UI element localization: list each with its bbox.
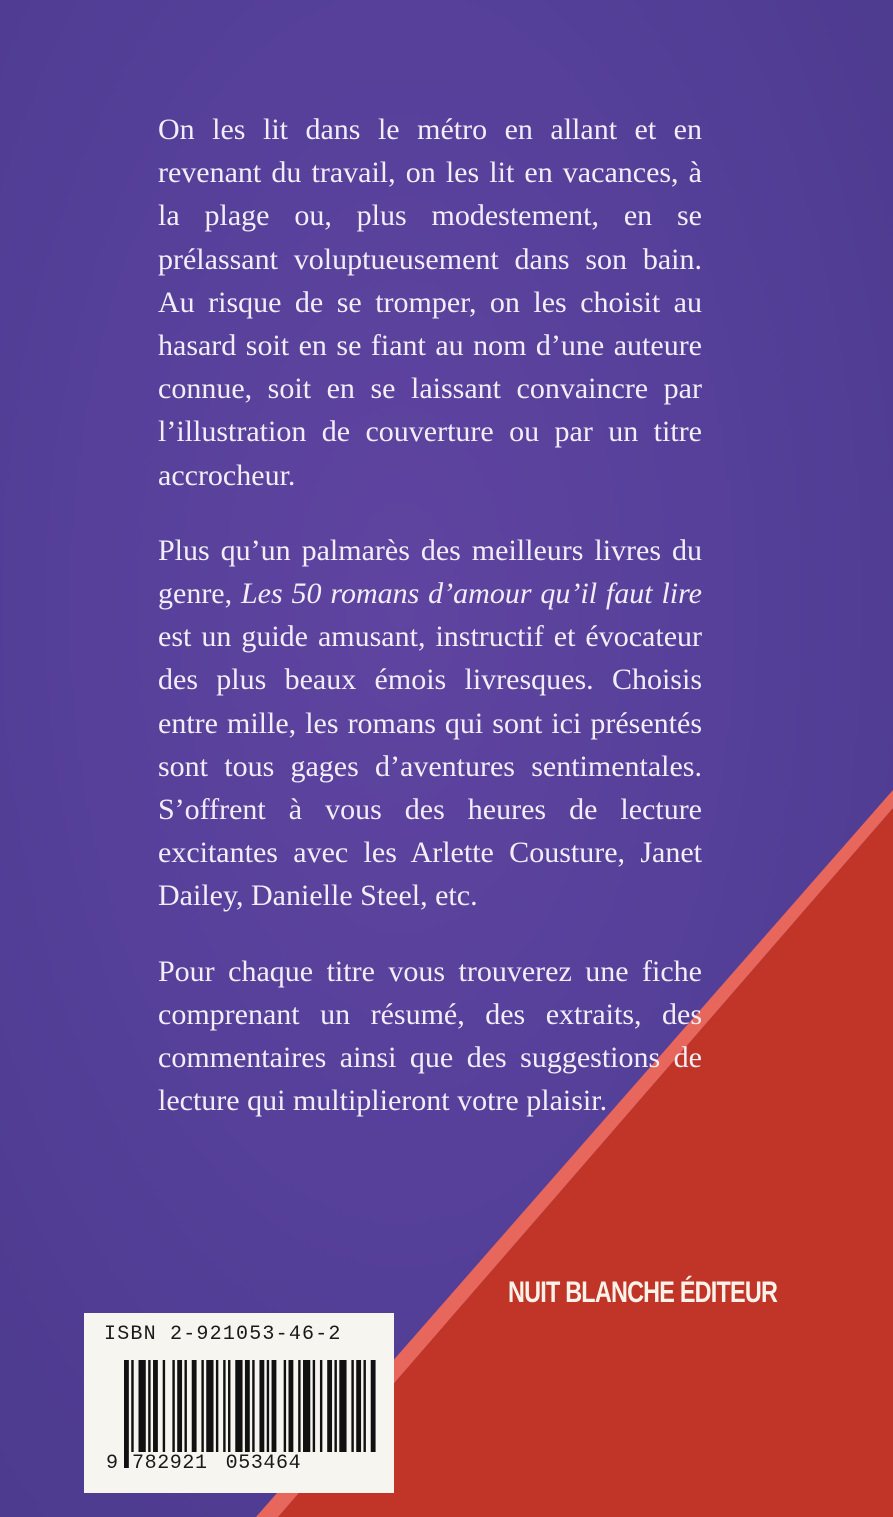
barcode-bar	[177, 1360, 182, 1452]
barcode-bar	[289, 1360, 294, 1452]
barcode-bar	[228, 1360, 230, 1452]
book-title-italic: Les 50 romans d’amour qu’il faut lire	[241, 577, 702, 611]
barcode-bar	[139, 1360, 146, 1452]
blurb-paragraph-2-rest: est un guide amusant, instructif et évocateur des plus beaux émois livresques. Choisis entre mille, les romans qui sont ici présentés sont tous gages d’aventures sentimentales. S’offrent à vous des heures de lecture excitantes avec les Arlette Cousture, Janet Dailey, Danielle Steel, etc.	[158, 620, 702, 913]
isbn-number: ISBN 2-921053-46-2	[104, 1323, 342, 1346]
barcode-bar	[259, 1360, 264, 1452]
barcode-bar	[172, 1360, 174, 1452]
barcode-bar	[153, 1360, 158, 1452]
barcode-digits	[106, 1452, 303, 1475]
barcode-bar	[206, 1360, 213, 1452]
barcode-bar	[313, 1360, 315, 1452]
publisher-name: NUIT BLANCHE ÉDITEUR	[508, 1276, 778, 1309]
barcode-bar	[163, 1360, 165, 1452]
barcode-bar	[223, 1360, 225, 1452]
barcode-bar	[356, 1360, 361, 1452]
back-cover-blurb	[158, 108, 702, 1154]
barcode-bar	[252, 1360, 254, 1452]
barcode-bar	[327, 1360, 332, 1452]
barcode-bar	[351, 1360, 353, 1452]
barcode-bar	[272, 1360, 277, 1452]
barcode-bar	[334, 1360, 336, 1452]
barcode-bar	[303, 1360, 310, 1452]
barcode-bar	[192, 1360, 197, 1452]
barcode-bar	[284, 1360, 286, 1452]
barcode-bar	[235, 1360, 242, 1452]
barcode-bar	[216, 1360, 218, 1452]
barcode-bar	[245, 1360, 250, 1452]
blurb-paragraph-1: On les lit dans le métro en allant et en revenant du travail, on les lit en vacances, à la plage ou, plus modestement, en se prélassant voluptueusement dans son bain. Au risque de se tromper, on les choisit au hasard soit en se fiant au nom d’une auteure connue, soit en se laissant convaincre par l’illustration de couverture ou par un titre accrocheur.	[158, 113, 702, 492]
blurb-paragraph-2-intro: Plus qu’un palmarès des meilleurs livres du genre,	[158, 533, 702, 611]
barcode-bar	[320, 1360, 322, 1452]
isbn-barcode-label	[84, 1313, 394, 1493]
blurb-paragraph-2	[158, 529, 702, 918]
barcode-bar	[267, 1360, 269, 1452]
barcode-bar	[363, 1360, 365, 1452]
barcode-bar	[184, 1360, 186, 1452]
barcode-bar	[201, 1360, 203, 1452]
barcode-bar	[298, 1360, 300, 1452]
barcode-bar	[148, 1360, 150, 1452]
barcode-bar	[339, 1360, 346, 1452]
blurb-paragraph-3: Pour chaque titre vous trouverez une fiche comprenant un résumé, des extraits, des commentaires ainsi que des suggestions de lecture qui multiplieront votre plaisir.	[158, 954, 702, 1118]
barcode-bar	[371, 1360, 376, 1452]
barcode-group-right: 053464	[225, 1452, 302, 1475]
barcode-group-left: 782921	[132, 1452, 208, 1475]
barcode-lead-digit: 9	[106, 1452, 119, 1475]
